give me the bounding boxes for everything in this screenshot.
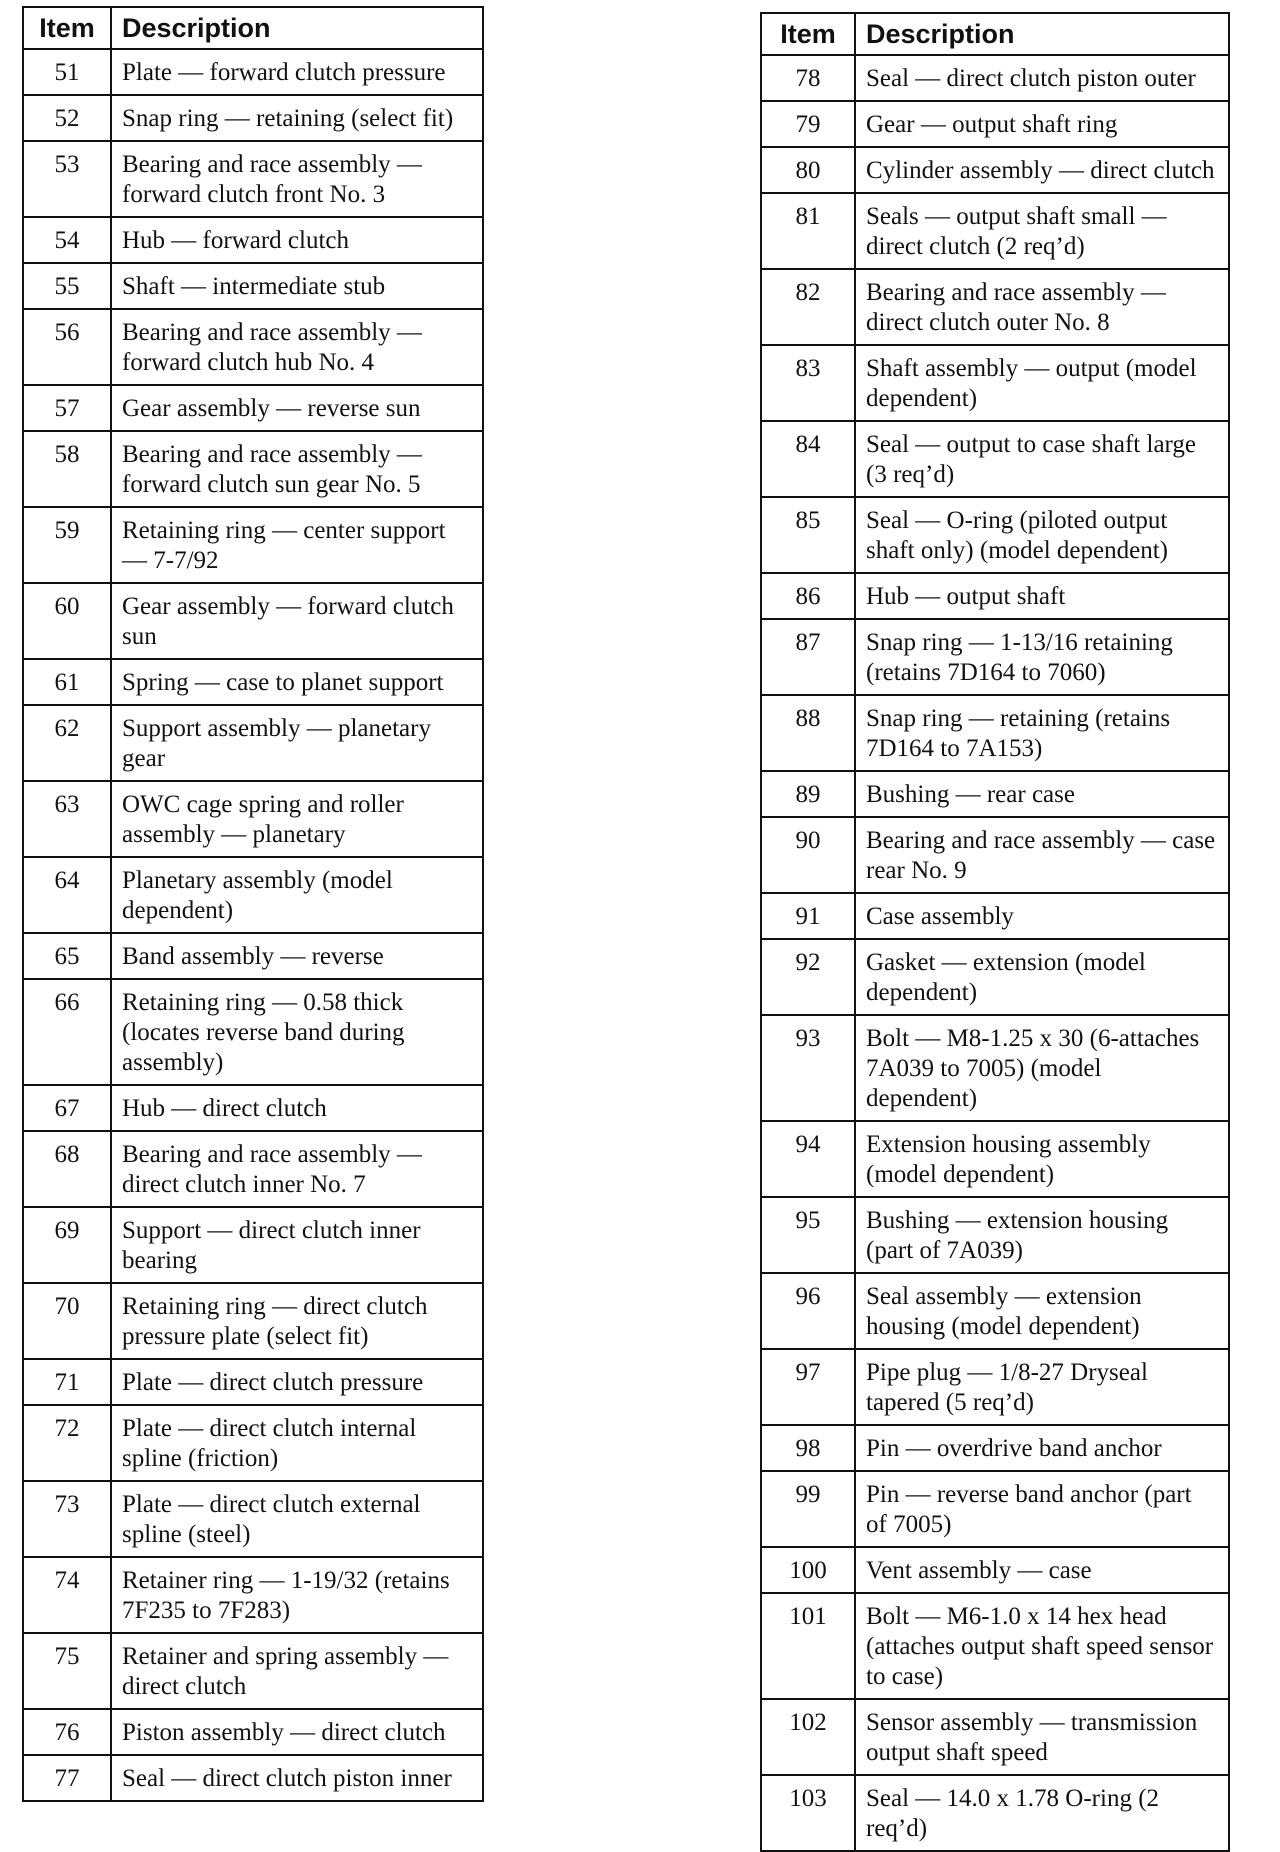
item-number: 81 (761, 193, 855, 269)
table-row (761, 1593, 1229, 1699)
item-number: 103 (761, 1775, 855, 1851)
table-row (761, 55, 1229, 101)
item-column-header: Item (23, 7, 111, 49)
right-table-body (761, 55, 1229, 1851)
item-number: 78 (761, 55, 855, 101)
table-row (761, 1197, 1229, 1273)
item-description: Plate — forward clutch pressure (111, 49, 483, 95)
table-row (23, 507, 483, 583)
item-description: Pin — overdrive band anchor (855, 1425, 1229, 1471)
item-number: 77 (23, 1755, 111, 1801)
item-description: Bearing and race assembly — forward clutch hub No. 4 (111, 309, 483, 385)
table-row (761, 893, 1229, 939)
item-number: 83 (761, 345, 855, 421)
item-number: 70 (23, 1283, 111, 1359)
item-number: 86 (761, 573, 855, 619)
table-row (23, 705, 483, 781)
item-description: Bearing and race assembly — forward clutch front No. 3 (111, 141, 483, 217)
item-description: Snap ring — 1-13/16 retaining (retains 7D164 to 7060) (855, 619, 1229, 695)
item-description: Bushing — rear case (855, 771, 1229, 817)
item-number: 52 (23, 95, 111, 141)
item-number: 65 (23, 933, 111, 979)
item-number: 92 (761, 939, 855, 1015)
item-description: Snap ring — retaining (select fit) (111, 95, 483, 141)
item-description: Bushing — extension housing (part of 7A039) (855, 1197, 1229, 1273)
table-row (23, 1207, 483, 1283)
item-column-header: Item (761, 13, 855, 55)
table-row (761, 619, 1229, 695)
item-number: 100 (761, 1547, 855, 1593)
item-description: Sensor assembly — transmission output shaft speed (855, 1699, 1229, 1775)
item-description: Retaining ring — 0.58 thick (locates reverse band during assembly) (111, 979, 483, 1085)
table-row (23, 309, 483, 385)
parts-table-left (22, 6, 484, 1802)
item-number: 89 (761, 771, 855, 817)
table-row (23, 781, 483, 857)
table-row (761, 939, 1229, 1015)
table-row (23, 1755, 483, 1801)
table-row (23, 1085, 483, 1131)
table-row (23, 659, 483, 705)
item-description: Gear assembly — forward clutch sun (111, 583, 483, 659)
table-row (761, 345, 1229, 421)
item-description: Bolt — M8-1.25 x 30 (6-attaches 7A039 to 7005) (model dependent) (855, 1015, 1229, 1121)
item-description: Seal — output to case shaft large (3 req’d) (855, 421, 1229, 497)
item-description: Seal — direct clutch piston inner (111, 1755, 483, 1801)
item-description: Plate — direct clutch external spline (steel) (111, 1481, 483, 1557)
table-row (23, 979, 483, 1085)
item-number: 91 (761, 893, 855, 939)
item-number: 73 (23, 1481, 111, 1557)
item-number: 51 (23, 49, 111, 95)
item-description: Hub — forward clutch (111, 217, 483, 263)
table-row (761, 497, 1229, 573)
item-number: 94 (761, 1121, 855, 1197)
item-description: Retaining ring — center support — 7-7/92 (111, 507, 483, 583)
item-number: 85 (761, 497, 855, 573)
left-table-body (23, 49, 483, 1801)
item-number: 87 (761, 619, 855, 695)
parts-table-right (760, 12, 1230, 1852)
item-number: 71 (23, 1359, 111, 1405)
table-row (23, 1481, 483, 1557)
item-description: Shaft assembly — output (model dependent) (855, 345, 1229, 421)
item-number: 53 (23, 141, 111, 217)
item-description: Retainer and spring assembly — direct clutch (111, 1633, 483, 1709)
table-row (23, 49, 483, 95)
table-header-row (23, 7, 483, 49)
table-row (23, 1283, 483, 1359)
item-number: 102 (761, 1699, 855, 1775)
item-number: 63 (23, 781, 111, 857)
item-number: 88 (761, 695, 855, 771)
item-number: 68 (23, 1131, 111, 1207)
table-row (761, 1121, 1229, 1197)
item-number: 67 (23, 1085, 111, 1131)
table-row (761, 421, 1229, 497)
table-row (761, 193, 1229, 269)
item-description: Bearing and race assembly — forward clutch sun gear No. 5 (111, 431, 483, 507)
item-number: 62 (23, 705, 111, 781)
item-description: Spring — case to planet support (111, 659, 483, 705)
item-description: Piston assembly — direct clutch (111, 1709, 483, 1755)
item-number: 75 (23, 1633, 111, 1709)
description-column-header: Description (111, 7, 483, 49)
item-description: Bearing and race assembly — direct clutch inner No. 7 (111, 1131, 483, 1207)
table-row (23, 95, 483, 141)
item-number: 57 (23, 385, 111, 431)
item-number: 90 (761, 817, 855, 893)
item-number: 79 (761, 101, 855, 147)
item-description: Pipe plug — 1/8-27 Dryseal tapered (5 req’d) (855, 1349, 1229, 1425)
table-row (761, 573, 1229, 619)
item-description: Seal — 14.0 x 1.78 O-ring (2 req’d) (855, 1775, 1229, 1851)
item-description: Support assembly — planetary gear (111, 705, 483, 781)
item-number: 56 (23, 309, 111, 385)
table-row (761, 771, 1229, 817)
table-row (761, 1273, 1229, 1349)
table-row (761, 269, 1229, 345)
table-row (761, 1547, 1229, 1593)
item-description: Retainer ring — 1-19/32 (retains 7F235 to 7F283) (111, 1557, 483, 1633)
item-description: Bearing and race assembly — case rear No. 9 (855, 817, 1229, 893)
item-description: Cylinder assembly — direct clutch (855, 147, 1229, 193)
item-number: 98 (761, 1425, 855, 1471)
table-row (761, 147, 1229, 193)
item-description: Planetary assembly (model dependent) (111, 857, 483, 933)
item-description: Seal assembly — extension housing (model dependent) (855, 1273, 1229, 1349)
table-header-row (761, 13, 1229, 55)
table-row (23, 1709, 483, 1755)
item-description: Seal — O-ring (piloted output shaft only) (model dependent) (855, 497, 1229, 573)
table-row (23, 431, 483, 507)
table-row (761, 1699, 1229, 1775)
item-number: 93 (761, 1015, 855, 1121)
item-number: 72 (23, 1405, 111, 1481)
item-number: 99 (761, 1471, 855, 1547)
item-description: Vent assembly — case (855, 1547, 1229, 1593)
item-description: Gear assembly — reverse sun (111, 385, 483, 431)
item-description: Retaining ring — direct clutch pressure plate (select fit) (111, 1283, 483, 1359)
item-description: Seals — output shaft small — direct clutch (2 req’d) (855, 193, 1229, 269)
table-row (23, 263, 483, 309)
item-description: Seal — direct clutch piston outer (855, 55, 1229, 101)
table-row (23, 385, 483, 431)
table-row (23, 1359, 483, 1405)
item-description: OWC cage spring and roller assembly — planetary (111, 781, 483, 857)
item-number: 66 (23, 979, 111, 1085)
item-description: Hub — direct clutch (111, 1085, 483, 1131)
item-description: Gasket — extension (model dependent) (855, 939, 1229, 1015)
item-number: 55 (23, 263, 111, 309)
table-row (23, 933, 483, 979)
item-description: Extension housing assembly (model dependent) (855, 1121, 1229, 1197)
item-description: Pin — reverse band anchor (part of 7005) (855, 1471, 1229, 1547)
item-description: Snap ring — retaining (retains 7D164 to 7A153) (855, 695, 1229, 771)
item-number: 60 (23, 583, 111, 659)
table-row (23, 857, 483, 933)
table-row (761, 1775, 1229, 1851)
table-row (23, 1633, 483, 1709)
item-description: Case assembly (855, 893, 1229, 939)
item-description: Bearing and race assembly — direct clutch outer No. 8 (855, 269, 1229, 345)
item-number: 97 (761, 1349, 855, 1425)
table-row (23, 1131, 483, 1207)
item-description: Gear — output shaft ring (855, 101, 1229, 147)
item-number: 74 (23, 1557, 111, 1633)
item-number: 69 (23, 1207, 111, 1283)
table-row (761, 1425, 1229, 1471)
item-number: 101 (761, 1593, 855, 1699)
item-number: 80 (761, 147, 855, 193)
item-description: Support — direct clutch inner bearing (111, 1207, 483, 1283)
item-number: 96 (761, 1273, 855, 1349)
item-description: Hub — output shaft (855, 573, 1229, 619)
table-row (761, 1349, 1229, 1425)
table-row (761, 1471, 1229, 1547)
item-number: 59 (23, 507, 111, 583)
item-description: Plate — direct clutch pressure (111, 1359, 483, 1405)
item-number: 95 (761, 1197, 855, 1273)
table-row (761, 817, 1229, 893)
table-row (23, 217, 483, 263)
item-description: Shaft — intermediate stub (111, 263, 483, 309)
item-description: Bolt — M6-1.0 x 14 hex head (attaches output shaft speed sensor to case) (855, 1593, 1229, 1699)
table-row (761, 1015, 1229, 1121)
table-row (761, 101, 1229, 147)
item-description: Band assembly — reverse (111, 933, 483, 979)
item-number: 76 (23, 1709, 111, 1755)
description-column-header: Description (855, 13, 1229, 55)
table-row (23, 583, 483, 659)
item-number: 82 (761, 269, 855, 345)
table-row (23, 1405, 483, 1481)
table-row (23, 141, 483, 217)
item-description: Plate — direct clutch internal spline (friction) (111, 1405, 483, 1481)
item-number: 64 (23, 857, 111, 933)
table-row (761, 695, 1229, 771)
item-number: 54 (23, 217, 111, 263)
table-row (23, 1557, 483, 1633)
item-number: 61 (23, 659, 111, 705)
item-number: 58 (23, 431, 111, 507)
item-number: 84 (761, 421, 855, 497)
